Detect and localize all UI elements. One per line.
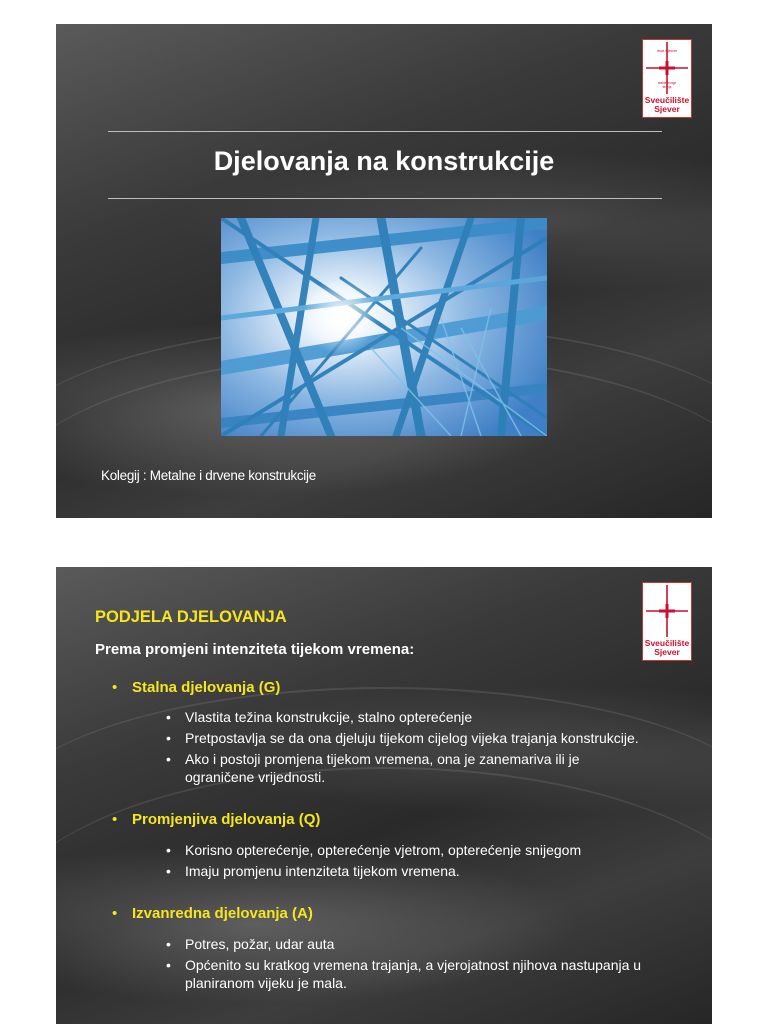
list-item-text: Pretpostavlja se da ona djeluju tijekom cijelog vijeka trajanja konstrukcije. xyxy=(185,730,639,746)
section-heading: PODJELA DJELOVANJA xyxy=(95,608,287,626)
list-item-text: Vlastita težina konstrukcije, stalno opterećenje xyxy=(185,709,473,725)
list-item-text: Imaju promjenu intenziteta tijekom vremena. xyxy=(185,863,460,879)
list-item-text: Potres, požar, udar auta xyxy=(185,936,335,952)
divider-bottom xyxy=(108,198,662,199)
university-emblem-icon xyxy=(643,40,691,96)
bullet-icon: • xyxy=(166,751,171,767)
list-item xyxy=(166,708,666,726)
logo-line: nisce mjesove xyxy=(656,49,678,53)
section-subheading: Prema promjeni intenziteta tijekom vremena: xyxy=(95,641,415,658)
list-item-text: Ako i postoji promjena tijekom vremena, ona je zanemariva ili je ograničene vrijednosti. xyxy=(185,751,580,785)
bullet-icon: • xyxy=(166,863,171,879)
logo-text: Sveučilište Sjever xyxy=(644,95,690,114)
university-logo xyxy=(642,39,692,118)
logo-line: teorija xyxy=(662,85,672,89)
bullet-icon: • xyxy=(112,905,118,922)
category-label: Promjenjiva djelovanja (Q) xyxy=(132,811,321,828)
bullet-icon: • xyxy=(166,842,171,858)
divider-top xyxy=(108,131,662,132)
university-logo xyxy=(642,582,692,661)
course-label: Kolegij : Metalne i drvene konstrukcije xyxy=(101,468,316,483)
list-item xyxy=(166,729,666,747)
list-item xyxy=(166,841,666,859)
title-slide xyxy=(56,24,712,518)
bullet-icon: • xyxy=(166,730,171,746)
list-item xyxy=(166,750,636,786)
bullet-icon: • xyxy=(166,957,171,973)
university-emblem-icon xyxy=(643,583,691,639)
logo-text: Sveučilište Sjever xyxy=(644,638,690,657)
list-item xyxy=(166,935,666,953)
category-label: Stalna djelovanja (G) xyxy=(132,679,281,696)
category-label: Izvanredna djelovanja (A) xyxy=(132,905,313,922)
logo-line: stable bonge xyxy=(657,81,677,85)
steel-truss-photo xyxy=(221,218,547,436)
slide-title: Djelovanja na konstrukcije xyxy=(213,146,555,176)
bullet-icon: • xyxy=(112,811,118,828)
list-item xyxy=(166,862,666,880)
bullet-icon: • xyxy=(166,709,171,725)
list-item-text: Korisno opterećenje, opterećenje vjetrom, opterećenje snijegom xyxy=(185,842,582,858)
bullet-icon: • xyxy=(166,936,171,952)
list-item xyxy=(166,956,666,992)
content-slide xyxy=(56,567,712,1024)
bullet-icon: • xyxy=(112,679,118,696)
list-item-text: Općenito su kratkog vremena trajanja, a vjerojatnost njihova nastupanja u planiranom vijeku je mala. xyxy=(185,957,642,991)
